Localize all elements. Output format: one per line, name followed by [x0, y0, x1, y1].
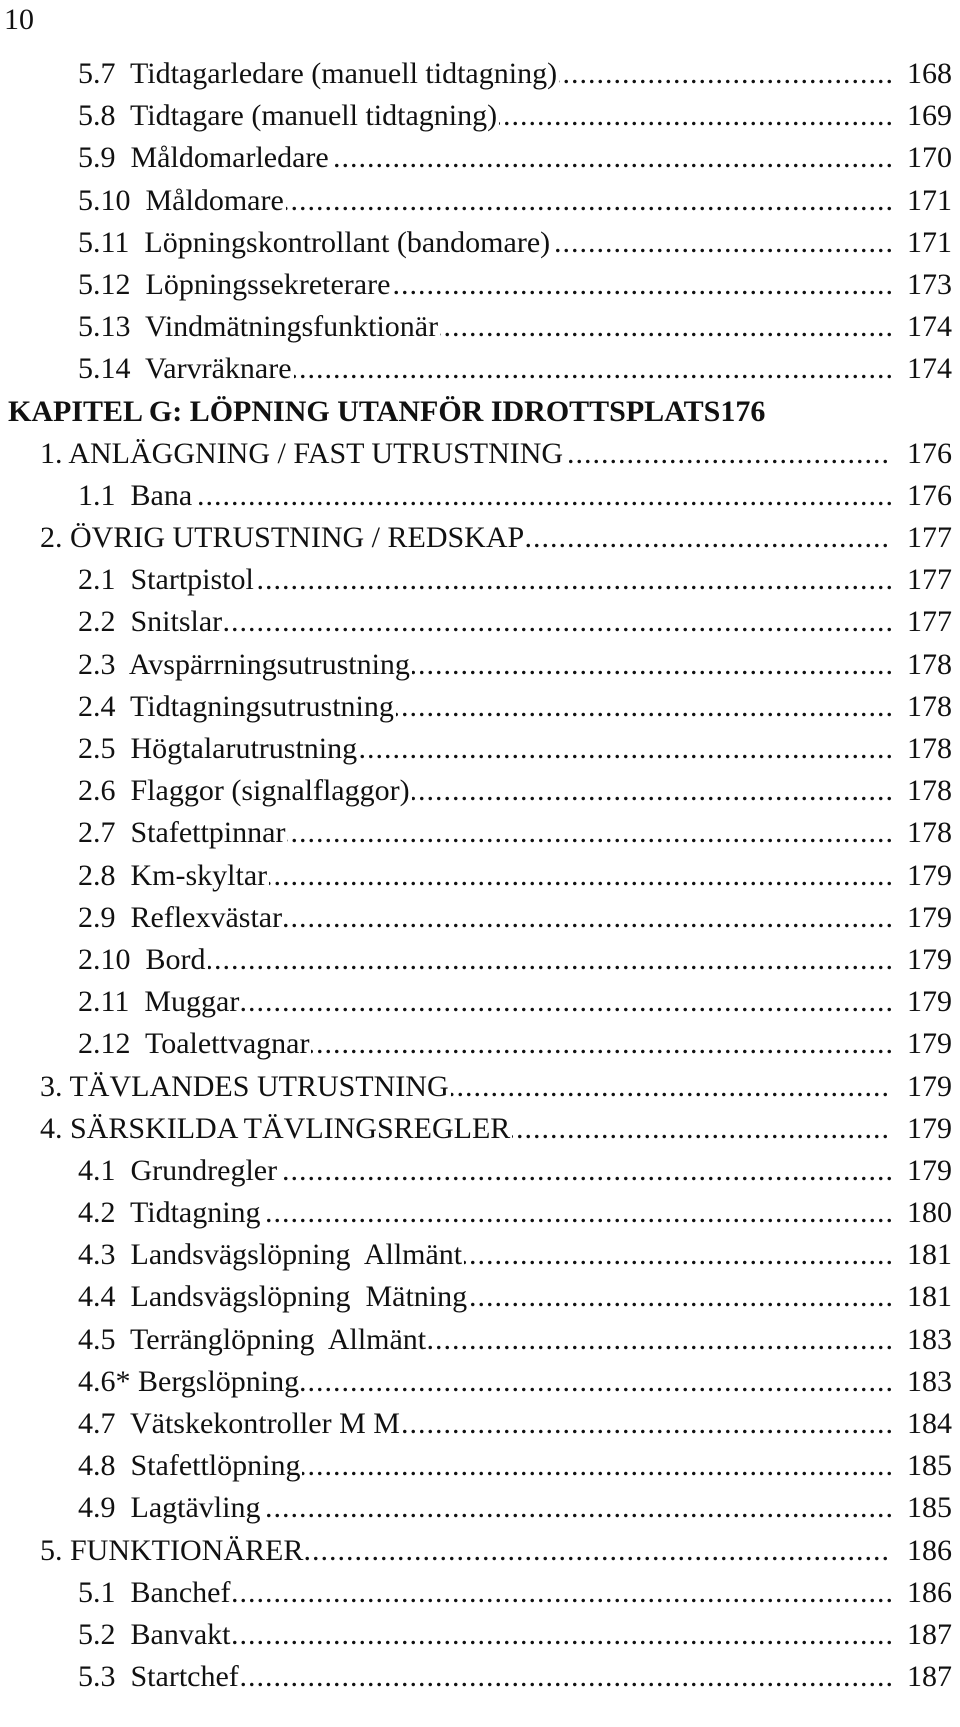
- toc-entry-label: 5.10 Måldomare: [78, 180, 286, 222]
- toc-entry-label: 5.11 Löpningskontrollant (bandomare): [78, 222, 552, 264]
- toc-entry-label: 2.12 Toalettvagnar: [78, 1023, 311, 1065]
- toc-entry-label: 2.5 Högtalarutrustning: [78, 728, 359, 770]
- table-of-contents: [0, 53, 960, 1698]
- toc-entry-label: 4.1 Grundregler: [78, 1150, 279, 1192]
- toc-entry-page: 179: [892, 1150, 952, 1192]
- toc-entry[interactable]: [0, 517, 960, 559]
- toc-entry[interactable]: [0, 686, 960, 728]
- toc-entry-page: 168: [892, 53, 952, 95]
- chapter-heading-title: KAPITEL G: LÖPNING UTANFÖR IDROTTSPLATS: [8, 394, 721, 428]
- toc-entry-label: 5.3 Startchef: [78, 1656, 241, 1698]
- toc-entry-label: 5. FUNKTIONÄRER: [40, 1530, 305, 1572]
- toc-entry-page: 179: [892, 855, 952, 897]
- toc-entry-label: 2. ÖVRIG UTRUSTNING / REDSKAP: [40, 517, 526, 559]
- toc-entry-label: 1. ANLÄGGNING / FAST UTRUSTNING: [40, 433, 565, 475]
- toc-entry[interactable]: [0, 1487, 960, 1529]
- toc-entry-page: 187: [892, 1614, 952, 1656]
- toc-entry-page: 178: [892, 686, 952, 728]
- toc-entry[interactable]: [0, 1445, 960, 1487]
- toc-entry-page: 179: [892, 897, 952, 939]
- toc-entry-label: 4.7 Vätskekontroller M M: [78, 1403, 402, 1445]
- toc-entry-page: 169: [892, 95, 952, 137]
- toc-entry[interactable]: [0, 1276, 960, 1318]
- chapter-heading[interactable]: [0, 391, 960, 433]
- toc-entry-label: 5.8 Tidtagare (manuell tidtagning): [78, 95, 499, 137]
- toc-entry-page: 186: [892, 1530, 952, 1572]
- toc-entry-page: 178: [892, 770, 952, 812]
- toc-entry-label: 5.2 Banvakt: [78, 1614, 232, 1656]
- toc-entry-label: 2.10 Bord: [78, 939, 208, 981]
- toc-entry-page: 173: [892, 264, 952, 306]
- toc-entry-label: 2.2 Snitslar: [78, 601, 224, 643]
- toc-entry-page: 170: [892, 137, 952, 179]
- toc-entry[interactable]: [0, 306, 960, 348]
- toc-entry-page: 184: [892, 1403, 952, 1445]
- toc-entry-page: 174: [892, 306, 952, 348]
- toc-entry-page: 179: [892, 1108, 952, 1150]
- toc-entry-page: 174: [892, 348, 952, 390]
- toc-entry-page: 180: [892, 1192, 952, 1234]
- toc-entry-page: 178: [892, 728, 952, 770]
- toc-entry-label: 1.1 Bana: [78, 475, 194, 517]
- toc-entry-label: 5.9 Måldomarledare: [78, 137, 331, 179]
- toc-entry-page: 183: [892, 1361, 952, 1403]
- toc-entry[interactable]: [0, 812, 960, 854]
- chapter-heading-text: [8, 391, 765, 433]
- toc-entry-label: 5.1 Banchef: [78, 1572, 232, 1614]
- toc-entry[interactable]: [0, 53, 960, 95]
- toc-entry[interactable]: [0, 644, 960, 686]
- toc-entry[interactable]: [0, 1192, 960, 1234]
- toc-entry[interactable]: [0, 475, 960, 517]
- toc-entry-label: 4.9 Lagtävling: [78, 1487, 262, 1529]
- toc-entry-page: 185: [892, 1445, 952, 1487]
- toc-entry[interactable]: [0, 601, 960, 643]
- toc-entry[interactable]: [0, 1319, 960, 1361]
- toc-entry[interactable]: [0, 728, 960, 770]
- toc-entry-page: 186: [892, 1572, 952, 1614]
- toc-entry-label: 4. SÄRSKILDA TÄVLINGSREGLER: [40, 1108, 512, 1150]
- toc-entry[interactable]: [0, 1108, 960, 1150]
- toc-entry[interactable]: [0, 939, 960, 981]
- toc-entry-label: 2.8 Km-skyltar: [78, 855, 269, 897]
- toc-entry-page: 177: [892, 517, 952, 559]
- toc-entry-label: 3. TÄVLANDES UTRUSTNING: [40, 1066, 451, 1108]
- toc-entry-page: 177: [892, 559, 952, 601]
- toc-entry[interactable]: [0, 348, 960, 390]
- toc-entry-page: 179: [892, 1066, 952, 1108]
- toc-entry-page: 179: [892, 981, 952, 1023]
- toc-entry[interactable]: [0, 559, 960, 601]
- toc-entry-label: 4.8 Stafettlöpning: [78, 1445, 302, 1487]
- toc-entry[interactable]: [0, 770, 960, 812]
- page-number: 10: [4, 3, 34, 36]
- toc-entry-label: 2.1 Startpistol: [78, 559, 256, 601]
- dot-leader: [78, 475, 902, 517]
- toc-entry-page: 171: [892, 180, 952, 222]
- toc-entry-page: 176: [892, 433, 952, 475]
- toc-entry[interactable]: [0, 433, 960, 475]
- toc-entry-label: 2.11 Muggar: [78, 981, 241, 1023]
- toc-entry-label: 5.13 Vindmätningsfunktionär: [78, 306, 440, 348]
- toc-entry-page: 187: [892, 1656, 952, 1698]
- toc-entry-label: 4.4 Landsvägslöpning Mätning: [78, 1276, 469, 1318]
- toc-entry[interactable]: [0, 180, 960, 222]
- toc-entry-label: 4.6* Bergslöpning: [78, 1361, 301, 1403]
- toc-entry[interactable]: [0, 1572, 960, 1614]
- toc-entry-label: 4.5 Terränglöpning Allmänt: [78, 1319, 428, 1361]
- toc-entry[interactable]: [0, 1066, 960, 1108]
- toc-entry-label: 2.4 Tidtagningsutrustning: [78, 686, 396, 728]
- toc-entry-page: 183: [892, 1319, 952, 1361]
- toc-entry-label: 2.6 Flaggor (signalflaggor): [78, 770, 412, 812]
- toc-entry[interactable]: [0, 264, 960, 306]
- toc-entry-label: 2.3 Avspärrningsutrustning: [78, 644, 412, 686]
- toc-entry[interactable]: [0, 1656, 960, 1698]
- toc-entry[interactable]: [0, 1361, 960, 1403]
- toc-entry-label: 5.14 Varvräknare: [78, 348, 294, 390]
- toc-entry[interactable]: [0, 1530, 960, 1572]
- toc-entry[interactable]: [0, 1403, 960, 1445]
- toc-entry[interactable]: [0, 1150, 960, 1192]
- toc-entry-page: 178: [892, 812, 952, 854]
- toc-entry[interactable]: [0, 897, 960, 939]
- toc-entry[interactable]: [0, 1614, 960, 1656]
- toc-entry-page: 179: [892, 1023, 952, 1065]
- toc-entry-page: 178: [892, 644, 952, 686]
- toc-entry[interactable]: [0, 222, 960, 264]
- toc-entry[interactable]: [0, 1023, 960, 1065]
- toc-entry[interactable]: [0, 981, 960, 1023]
- toc-entry-label: 4.2 Tidtagning: [78, 1192, 263, 1234]
- toc-entry-label: 4.3 Landsvägslöpning Allmänt: [78, 1234, 464, 1276]
- toc-entry-label: 2.9 Reflexvästar: [78, 897, 284, 939]
- toc-entry-page: 176: [892, 475, 952, 517]
- toc-entry-page: 179: [892, 939, 952, 981]
- toc-entry-page: 181: [892, 1234, 952, 1276]
- toc-entry[interactable]: [0, 137, 960, 179]
- toc-entry-page: 181: [892, 1276, 952, 1318]
- toc-entry[interactable]: [0, 1234, 960, 1276]
- toc-entry-label: 2.7 Stafettpinnar: [78, 812, 287, 854]
- chapter-heading-page: 176: [720, 394, 766, 428]
- toc-entry-page: 177: [892, 601, 952, 643]
- toc-entry-label: 5.7 Tidtagarledare (manuell tidtagning): [78, 53, 559, 95]
- toc-entry[interactable]: [0, 95, 960, 137]
- toc-entry[interactable]: [0, 855, 960, 897]
- toc-entry-page: 171: [892, 222, 952, 264]
- toc-entry-label: 5.12 Löpningssekreterare: [78, 264, 392, 306]
- toc-entry-page: 185: [892, 1487, 952, 1529]
